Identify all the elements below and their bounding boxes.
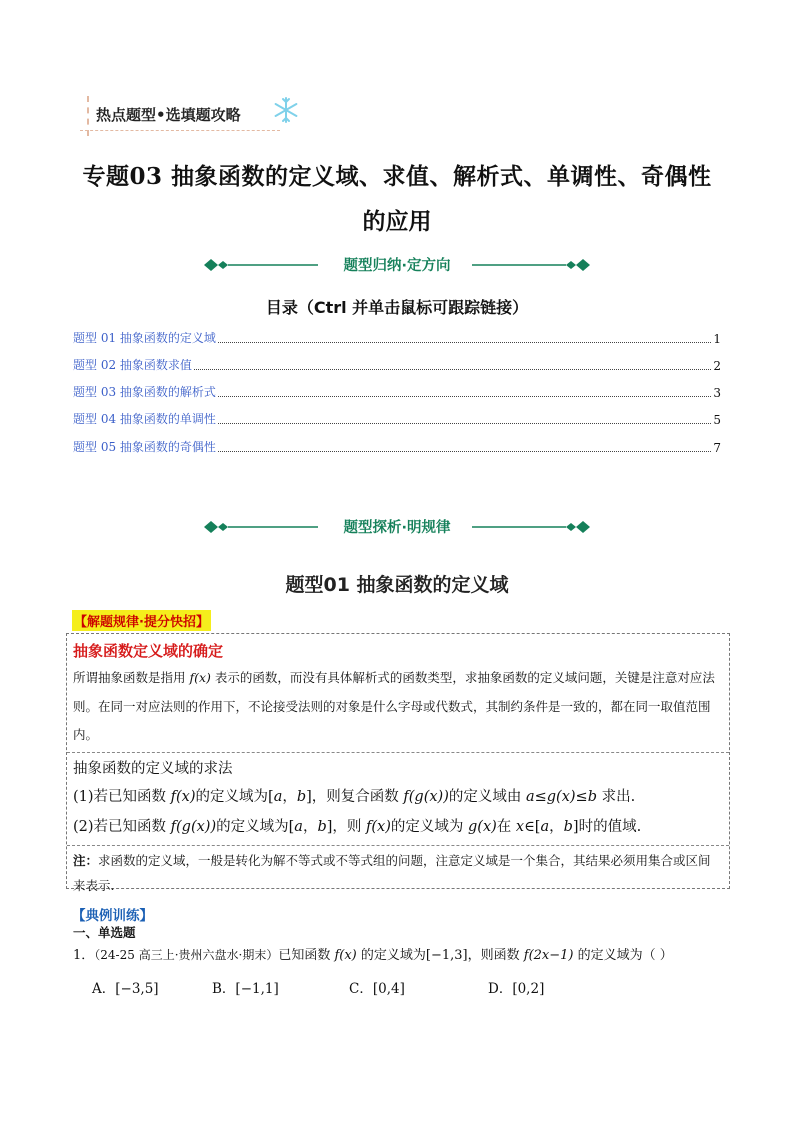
toc-item-page: 7 (713, 441, 721, 455)
box-divider (67, 752, 729, 753)
banner-label: 题型探析·明规律 (343, 520, 451, 536)
box-divider (67, 845, 729, 846)
header-tag: 热点题型•选填题攻略 (96, 106, 241, 124)
toc-title: 目录（Ctrl 并单击鼠标可跟踪链接） (265, 298, 529, 317)
toc-item[interactable] (73, 357, 721, 373)
toc-item-label: 题型 05 抽象函数的奇偶性 (73, 440, 216, 454)
toc-item[interactable] (73, 411, 721, 427)
toc-leader (218, 396, 711, 397)
toc-leader (218, 451, 711, 452)
toc-item-label: 题型 01 抽象函数的定义域 (73, 331, 216, 345)
toc-item-label: 题型 02 抽象函数求值 (73, 358, 192, 372)
note-text: 求函数的定义域，一般是转化为解不等式或不等式组的问题，注意定义域是一个集合，其结果必须用集合或区间来表示. (73, 853, 711, 893)
toc-item-label: 题型 04 抽象函数的单调性 (73, 412, 216, 426)
toc-leader (218, 423, 711, 424)
section-banner-2 (202, 517, 592, 537)
toc-item-page: 5 (713, 413, 721, 427)
note (73, 848, 723, 898)
toc-item[interactable] (73, 439, 721, 455)
snowflake-icon (272, 96, 300, 124)
toc-leader (218, 342, 711, 343)
rule-1: (1)若已知函数 f(x)的定义域为[a，b]，则复合函数 f(g(x))的定义域由 a≤g(x)≤b 求出. (73, 789, 636, 805)
banner-label: 题型归纳·定方向 (343, 258, 451, 274)
toc-item-page: 3 (713, 386, 721, 400)
tip-badge: 【解题规律·提分快招】 (72, 610, 211, 631)
toc-item[interactable] (73, 384, 721, 400)
question-type-heading: 一、单选题 (73, 925, 136, 940)
header-underline (80, 130, 280, 131)
toc-leader (194, 369, 711, 370)
option-b[interactable]: B．[−1,1] (212, 981, 279, 997)
examples-heading: 【典例训练】 (72, 908, 153, 924)
toc-item-label: 题型 03 抽象函数的解析式 (73, 385, 216, 399)
math-fx: f(x) (189, 670, 211, 685)
doc-title-line1: 专题03 抽象函数的定义域、求值、解析式、单调性、奇偶性 (82, 163, 712, 190)
doc-title-line2: 的应用 (362, 208, 432, 235)
rule-2: (2)若已知函数 f(g(x))的定义域为[a，b]，则 f(x)的定义域为 g(x)在 x∈[a，b]时的值域. (73, 819, 642, 835)
option-d[interactable]: D．[0,2] (488, 981, 545, 997)
box-heading: 抽象函数定义域的确定 (73, 642, 224, 660)
toc-item-page: 2 (713, 359, 721, 373)
toc-item[interactable] (73, 330, 721, 346)
toc-item-page: 1 (713, 332, 721, 346)
question-1: 1．（24-25 高三上·贵州六盘水·期末）已知函数 f(x) 的定义域为[−1,3]，则函数 f(2x−1) 的定义域为（ ） (73, 948, 673, 963)
box-paragraph: 所谓抽象函数是指用 f(x) 表示的函数，而没有具体解析式的函数类型，求抽象函数的定义域问题，关键是注意对应法则。在同一对应法则的作用下，不论接受法则的对象是什么字母或代数式，其制约条件是一致的，都在同一取值范围内。 (73, 670, 715, 742)
question-source: （24-25 高三上·贵州六盘水·期末） (94, 948, 279, 962)
option-c[interactable]: C．[0,4] (349, 981, 405, 997)
section-banner-1 (202, 255, 592, 275)
section-title: 题型01 抽象函数的定义域 (285, 574, 509, 596)
note-label: 注： (73, 853, 99, 868)
option-a[interactable]: A．[−3,5] (92, 981, 159, 997)
method-heading: 抽象函数的定义域的求法 (73, 761, 233, 777)
